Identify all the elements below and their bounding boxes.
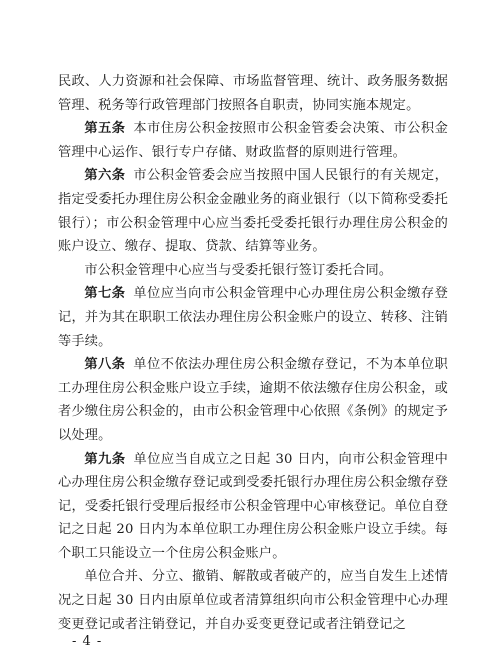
paragraph-text: 市公积金管理中心应当与受委托银行签订委托合同。 xyxy=(84,262,393,278)
paragraph-continuation xyxy=(58,70,448,117)
article-number: 第六条 xyxy=(84,168,126,184)
article-9-clause xyxy=(58,565,448,636)
article-6 xyxy=(58,164,448,258)
paragraph-text: 单位应当自成立之日起 30 日内，向市公积金管理中心办理住房公积金缴存登记或到受委托银行办理住房公积金缴存登记，受委托银行受理后报经市公积金管理中心审核登记。单位自登记之日起 20 日内为本单位职工办理住房公积金账户设立手续。每个职工只能设立一个住房公积金账户。 xyxy=(58,451,448,561)
paragraph-text: 单位不依法办理住房公积金缴存登记，不为本单位职工办理住房公积金账户设立手续，逾期不依法缴存住房公积金，或者少缴住房公积金的，由市公积金管理中心依照《条例》的规定予以处理。 xyxy=(58,357,448,443)
article-8 xyxy=(58,353,448,447)
page-number: - 4 - xyxy=(72,634,103,649)
article-7 xyxy=(58,282,448,353)
article-number: 第八条 xyxy=(84,357,126,373)
article-6-clause xyxy=(58,259,448,283)
paragraph-text: 市公积金管委会应当按照中国人民银行的有关规定，指定受委托办理住房公积金金融业务的商业银行（以下简称受委托银行）；市公积金管理中心应当委托受委托银行办理住房公积金的账户设立、缴存、提取、贷款、结算等业务。 xyxy=(58,168,448,255)
paragraph-text: 本市住房公积金按照市公积金管委会决策、市公积金管理中心运作、银行专户存储、财政监督的原则进行管理。 xyxy=(58,121,448,160)
article-5 xyxy=(58,117,448,164)
paragraph-text: 单位应当向市公积金管理中心办理住房公积金缴存登记，并为其在职职工依法办理住房公积金账户的设立、转移、注销等手续。 xyxy=(58,286,448,349)
article-number: 第七条 xyxy=(84,286,126,302)
article-9 xyxy=(58,448,448,566)
paragraph-text: 民政、人力资源和社会保障、市场监督管理、统计、政务服务数据管理、税务等行政管理部门按照各自职责，协同实施本规定。 xyxy=(58,74,448,113)
paragraph-text: 单位合并、分立、撤销、解散或者破产的，应当自发生上述情况之日起 30 日内由原单位或者清算组织向市公积金管理中心办理变更登记或者注销登记，并自办妥变更登记或者注销登记之 xyxy=(58,569,448,632)
article-number: 第五条 xyxy=(84,121,126,137)
article-number: 第九条 xyxy=(84,451,126,467)
